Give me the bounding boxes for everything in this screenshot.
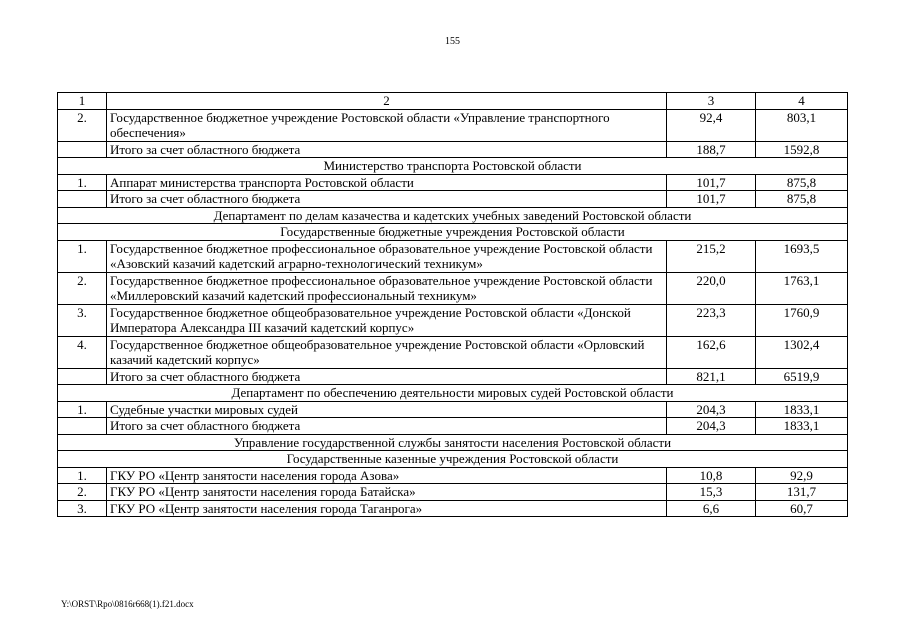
row-value-3: 223,3 xyxy=(667,304,756,336)
row-value-4: 92,9 xyxy=(756,467,848,484)
row-number xyxy=(58,191,107,208)
row-name: Государственное бюджетное учреждение Ростовской области «Управление транспортного обеспечения» xyxy=(107,109,667,141)
row-number: 2. xyxy=(58,272,107,304)
section-row xyxy=(58,451,848,468)
row-name: Государственное бюджетное профессиональное образовательное учреждение Ростовской области «Азовский казачий кадетский аграрно-технологический техникум» xyxy=(107,240,667,272)
section-row xyxy=(58,224,848,241)
table-row xyxy=(58,368,848,385)
table-row xyxy=(58,467,848,484)
row-value-3: 101,7 xyxy=(667,191,756,208)
table-row xyxy=(58,141,848,158)
table-row xyxy=(58,484,848,501)
row-name: Государственное бюджетное общеобразовательное учреждение Ростовской области «Донской Императора Александра III казачий кадетский корпус» xyxy=(107,304,667,336)
row-number: 4. xyxy=(58,336,107,368)
row-value-4: 1833,1 xyxy=(756,418,848,435)
table-row xyxy=(58,191,848,208)
row-name: Итого за счет областного бюджета xyxy=(107,191,667,208)
row-value-3: 15,3 xyxy=(667,484,756,501)
row-value-4: 803,1 xyxy=(756,109,848,141)
row-name: Итого за счет областного бюджета xyxy=(107,418,667,435)
section-row xyxy=(58,385,848,402)
row-number xyxy=(58,418,107,435)
file-path-footer: Y:\ORST\Rpo\0816r668(1).f21.docx xyxy=(61,599,194,609)
row-number xyxy=(58,141,107,158)
section-title: Государственные казенные учреждения Ростовской области xyxy=(58,451,848,468)
section-title: Государственные бюджетные учреждения Ростовской области xyxy=(58,224,848,241)
row-value-3: 162,6 xyxy=(667,336,756,368)
row-value-3: 204,3 xyxy=(667,418,756,435)
table-row xyxy=(58,336,848,368)
row-name: Аппарат министерства транспорта Ростовской области xyxy=(107,174,667,191)
row-value-4: 1833,1 xyxy=(756,401,848,418)
row-number: 1. xyxy=(58,401,107,418)
row-value-3: 204,3 xyxy=(667,401,756,418)
row-name: Итого за счет областного бюджета xyxy=(107,368,667,385)
row-number: 1. xyxy=(58,240,107,272)
row-name: Итого за счет областного бюджета xyxy=(107,141,667,158)
section-row xyxy=(58,434,848,451)
row-value-3: 215,2 xyxy=(667,240,756,272)
row-value-4: 60,7 xyxy=(756,500,848,517)
table-row xyxy=(58,174,848,191)
row-value-3: 220,0 xyxy=(667,272,756,304)
row-value-3: 92,4 xyxy=(667,109,756,141)
row-value-4: 875,8 xyxy=(756,191,848,208)
row-value-4: 1592,8 xyxy=(756,141,848,158)
section-title: Департамент по делам казачества и кадетских учебных заведений Ростовской области xyxy=(58,207,848,224)
row-name: Судебные участки мировых судей xyxy=(107,401,667,418)
page-number: 155 xyxy=(445,36,460,47)
row-value-4: 875,8 xyxy=(756,174,848,191)
row-value-3: 10,8 xyxy=(667,467,756,484)
row-number: 1. xyxy=(58,467,107,484)
table-row xyxy=(58,401,848,418)
row-value-4: 6519,9 xyxy=(756,368,848,385)
row-value-3: 188,7 xyxy=(667,141,756,158)
table-row xyxy=(58,109,848,141)
row-name: Государственное бюджетное общеобразовательное учреждение Ростовской области «Орловский казачий кадетский корпус» xyxy=(107,336,667,368)
row-name: ГКУ РО «Центр занятости населения города Батайска» xyxy=(107,484,667,501)
table-row xyxy=(58,304,848,336)
header-col-4: 4 xyxy=(756,93,848,110)
row-value-3: 101,7 xyxy=(667,174,756,191)
header-col-3: 3 xyxy=(667,93,756,110)
table-row xyxy=(58,500,848,517)
row-number: 2. xyxy=(58,109,107,141)
row-value-4: 1693,5 xyxy=(756,240,848,272)
row-number: 1. xyxy=(58,174,107,191)
section-title: Министерство транспорта Ростовской области xyxy=(58,158,848,175)
row-number: 3. xyxy=(58,304,107,336)
row-value-4: 131,7 xyxy=(756,484,848,501)
row-value-4: 1763,1 xyxy=(756,272,848,304)
row-value-4: 1760,9 xyxy=(756,304,848,336)
row-name: ГКУ РО «Центр занятости населения города Таганрога» xyxy=(107,500,667,517)
section-row xyxy=(58,158,848,175)
section-title: Управление государственной службы занятости населения Ростовской области xyxy=(58,434,848,451)
table-row xyxy=(58,240,848,272)
header-col-1: 1 xyxy=(58,93,107,110)
header-col-2: 2 xyxy=(107,93,667,110)
row-value-3: 6,6 xyxy=(667,500,756,517)
row-number: 2. xyxy=(58,484,107,501)
section-row xyxy=(58,207,848,224)
table-row xyxy=(58,272,848,304)
table-header-row xyxy=(58,93,848,110)
row-name: Государственное бюджетное профессиональное образовательное учреждение Ростовской области «Миллеровский казачий кадетский профессиональный техникум» xyxy=(107,272,667,304)
budget-table xyxy=(57,92,848,517)
table-row xyxy=(58,418,848,435)
section-title: Департамент по обеспечению деятельности мировых судей Ростовской области xyxy=(58,385,848,402)
row-value-4: 1302,4 xyxy=(756,336,848,368)
row-number xyxy=(58,368,107,385)
row-number: 3. xyxy=(58,500,107,517)
row-value-3: 821,1 xyxy=(667,368,756,385)
row-name: ГКУ РО «Центр занятости населения города Азова» xyxy=(107,467,667,484)
